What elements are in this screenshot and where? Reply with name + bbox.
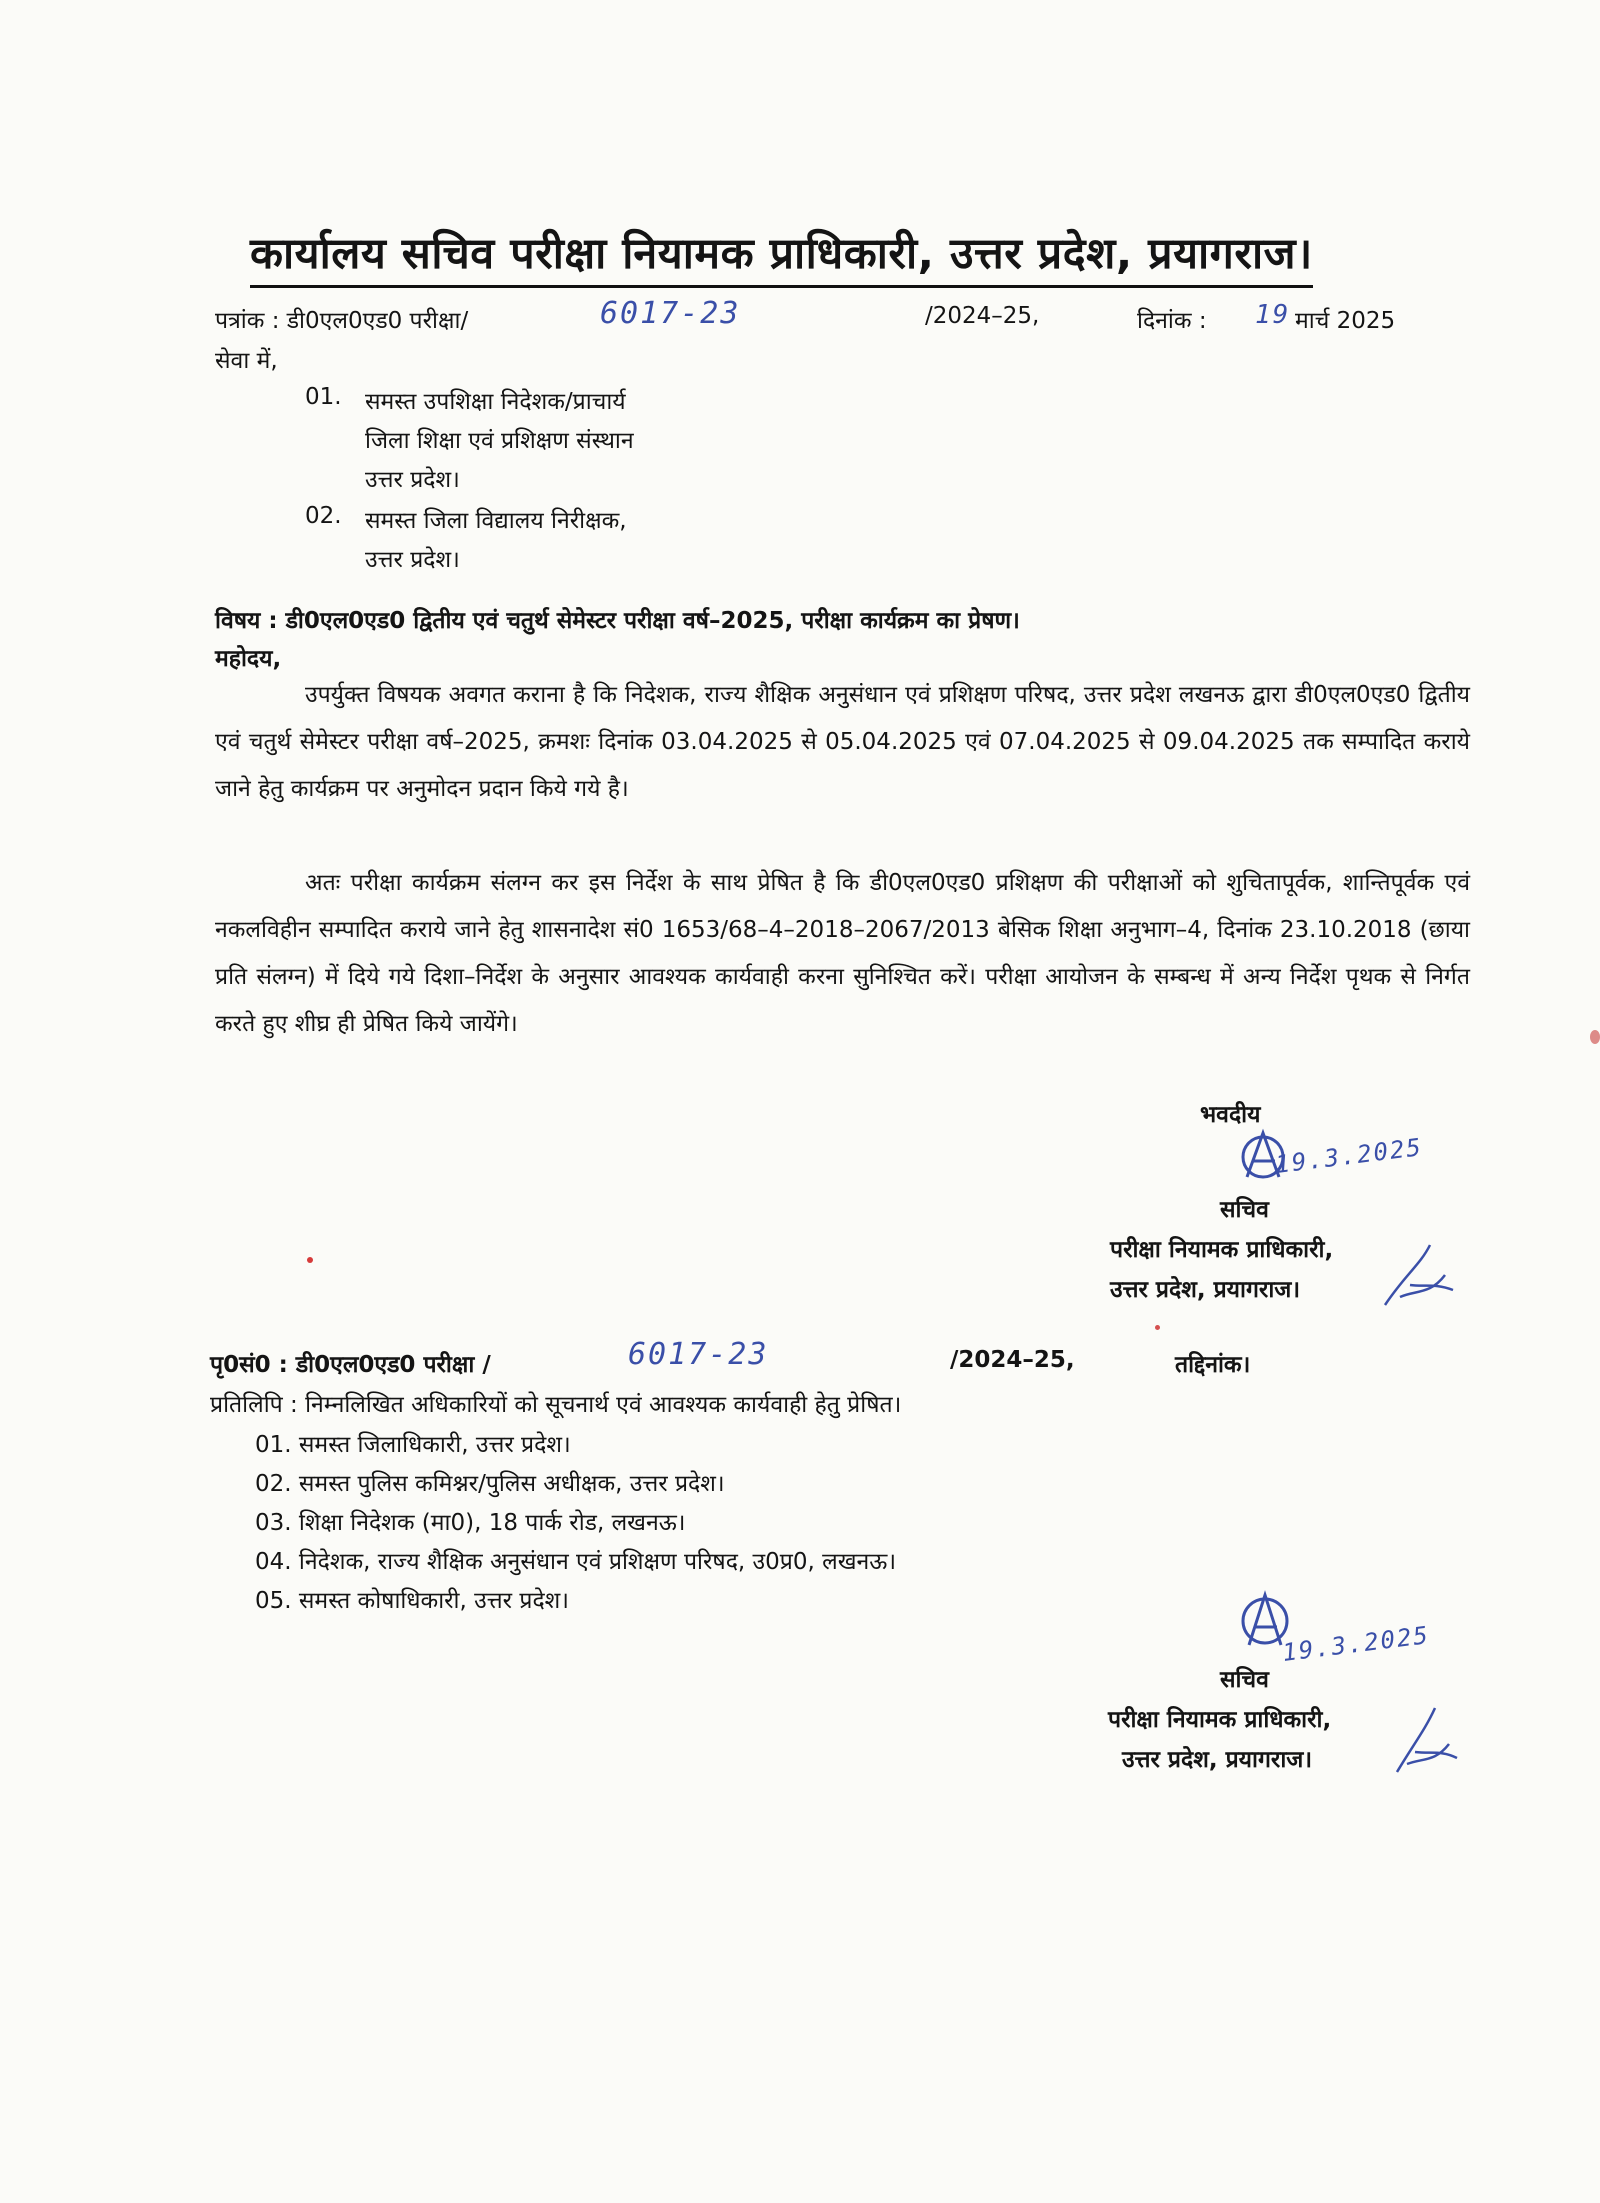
date-day-handwritten: 19 bbox=[1255, 300, 1291, 330]
bhavdiya: भवदीय bbox=[1200, 1102, 1261, 1128]
recipient-1-line-1: समस्त उपशिक्षा निदेशक/प्राचार्य bbox=[365, 389, 626, 415]
office-title: कार्यालय सचिव परीक्षा नियामक प्राधिकारी, उत्तर प्रदेश, प्रयागराज। bbox=[250, 222, 1313, 288]
recipient-2-line-2: उत्तर प्रदेश। bbox=[365, 547, 460, 573]
scan-speck bbox=[1155, 1325, 1160, 1330]
body-paragraph-1 bbox=[215, 672, 1470, 813]
ref-handwritten-number: 6017-23 bbox=[600, 296, 741, 331]
scan-speck bbox=[307, 1257, 313, 1263]
signoff-1-title: सचिव bbox=[1220, 1197, 1269, 1223]
signoff-2-place: उत्तर प्रदेश, प्रयागराज। bbox=[1122, 1747, 1313, 1773]
ref-label: पत्रांक : डी0एल0एड0 परीक्षा/ bbox=[215, 308, 469, 334]
signoff-2-authority: परीक्षा नियामक प्राधिकारी, bbox=[1108, 1707, 1332, 1733]
recipient-1-line-2: जिला शिक्षा एवं प्रशिक्षण संस्थान bbox=[365, 428, 634, 454]
subject-line: विषय : डी0एल0एड0 द्वितीय एवं चतुर्थ सेमेस्टर परीक्षा वर्ष–2025, परीक्षा कार्यक्रम का प्रेषण। bbox=[215, 608, 1020, 634]
ref-year: /2024–25, bbox=[925, 303, 1040, 329]
paragraph-1-text: उपर्युक्त विषयक अवगत कराना है कि निदेशक, राज्य शैक्षिक अनुसंधान एवं प्रशिक्षण परिषद, उत्तर प्रदेश लखनऊ द्वारा डी0एल0एड0 द्वितीय एवं चतुर्थ सेमेस्टर परीक्षा वर्ष–2025, क्रमशः दिनांक 03.04.2025 से 05.04.2025 एवं 07.04.2025 से 09.04.2025 तक सम्पादित कराये जाने हेतु कार्यक्रम पर अनुमोदन प्रदान किये गये है। bbox=[215, 682, 1470, 802]
endorsement-year: /2024–25, bbox=[950, 1347, 1075, 1373]
signature-1-scribble bbox=[1375, 1235, 1465, 1325]
salutation: महोदय, bbox=[215, 646, 282, 672]
recipient-2-line-1: समस्त जिला विद्यालय निरीक्षक, bbox=[365, 508, 627, 534]
signature-2-scribble bbox=[1385, 1700, 1465, 1790]
recipient-1-line-3: उत्तर प्रदेश। bbox=[365, 467, 460, 493]
copy-item-5: 05. समस्त कोषाधिकारी, उत्तर प्रदेश। bbox=[255, 1588, 570, 1614]
signoff-1-place: उत्तर प्रदेश, प्रयागराज। bbox=[1110, 1277, 1301, 1303]
seva-mein: सेवा में, bbox=[215, 348, 278, 374]
endorsement-date: तद्दिनांक। bbox=[1175, 1352, 1251, 1378]
copy-item-1: 01. समस्त जिलाधिकारी, उत्तर प्रदेश। bbox=[255, 1432, 571, 1458]
recipient-1-number: 01. bbox=[305, 384, 342, 410]
scan-speck bbox=[1590, 1030, 1600, 1044]
copy-item-4: 04. निदेशक, राज्य शैक्षिक अनुसंधान एवं प्रशिक्षण परिषद, उ0प्र0, लखनऊ। bbox=[255, 1549, 897, 1575]
recipient-2-number: 02. bbox=[305, 503, 342, 529]
signature-1-date: 19.3.2025 bbox=[1273, 1133, 1425, 1179]
signoff-1-authority: परीक्षा नियामक प्राधिकारी, bbox=[1110, 1237, 1334, 1263]
endorsement-handwritten-number: 6017-23 bbox=[628, 1337, 769, 1372]
date-month-year: मार्च 2025 bbox=[1295, 308, 1396, 334]
body-paragraph-2 bbox=[215, 860, 1470, 1048]
endorsement-label: पृ0सं0 : डी0एल0एड0 परीक्षा / bbox=[210, 1352, 491, 1378]
date-label: दिनांक : bbox=[1137, 308, 1207, 334]
paragraph-2-text: अतः परीक्षा कार्यक्रम संलग्न कर इस निर्देश के साथ प्रेषित है कि डी0एल0एड0 प्रशिक्षण की परीक्षाओं को शुचितापूर्वक, शान्तिपूर्वक एवं नकलविहीन सम्पादित कराये जाने हेतु शासनादेश सं0 1653/68–4–2018–2067/2013 बेसिक शिक्षा अनुभाग–4, दिनांक 23.10.2018 (छाया प्रति संलग्न) में दिये गये दिशा–निर्देश के अनुसार आवश्यक कार्यवाही करना सुनिश्चित करें। परीक्षा आयोजन के सम्बन्ध में अन्य निर्देश पृथक से निर्गत करते हुए शीघ्र ही प्रेषित किये जायेंगे। bbox=[215, 870, 1470, 1037]
signature-2-date: 19.3.2025 bbox=[1280, 1621, 1432, 1667]
copy-item-2: 02. समस्त पुलिस कमिश्नर/पुलिस अधीक्षक, उत्तर प्रदेश। bbox=[255, 1471, 725, 1497]
signoff-2-title: सचिव bbox=[1220, 1667, 1269, 1693]
copy-line: प्रतिलिपि : निम्नलिखित अधिकारियों को सूचनार्थ एवं आवश्यक कार्यवाही हेतु प्रेषित। bbox=[210, 1392, 902, 1418]
copy-item-3: 03. शिक्षा निदेशक (मा0), 18 पार्क रोड, लखनऊ। bbox=[255, 1510, 686, 1536]
